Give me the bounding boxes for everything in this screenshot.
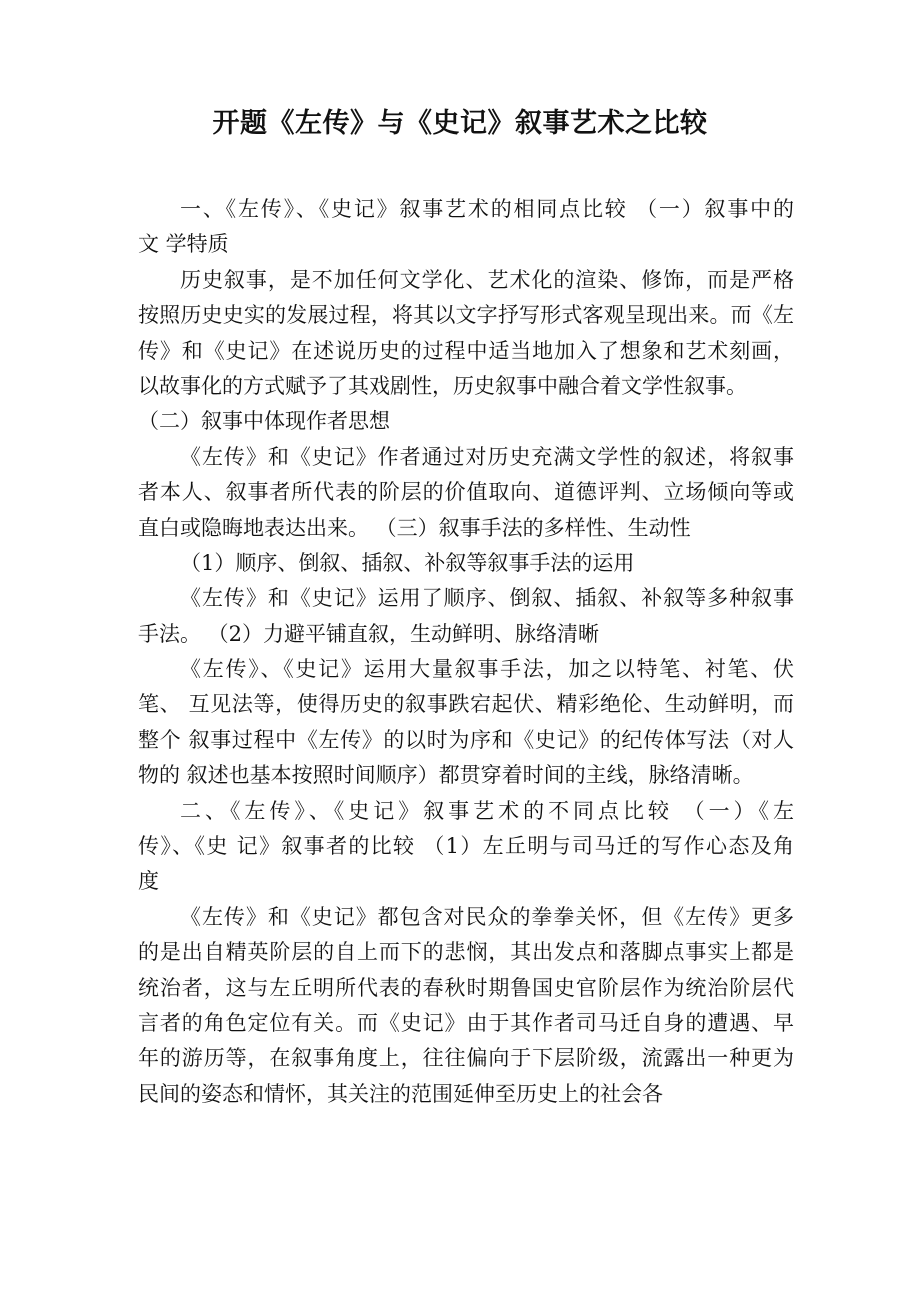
document-title: 开题《左传》与《史记》叙事艺术之比较 (212, 108, 708, 139)
text-line: 传》和《史记》在述说历史的过程中适当地加入了想象和艺术刻画， (138, 338, 794, 363)
text-line: 直白或隐晦地表达出来。 （三）叙事手法的多样性、生动性 (138, 515, 691, 540)
text-line: 《左传》和《史记》运用了顺序、倒叙、插叙、补叙等多种叙事 (180, 586, 794, 611)
document-body (138, 192, 794, 1112)
text-line: （二）叙事中体现作者思想 (138, 409, 390, 434)
text-line: 度 (138, 869, 159, 894)
text-line: 者本人、叙事者所代表的阶层的价值取向、道德评判、立场倾向等或 (138, 480, 794, 505)
text-line: 传》、《史 记》叙事者的比较 （1）左丘明与司马迁的写作心态及角 (138, 834, 794, 859)
text-line: 以故事化的方式赋予了其戏剧性，历史叙事中融合着文学性叙事。 (138, 373, 747, 398)
text-line: 按照历史史实的发展过程，将其以文字抒写形式客观呈现出来。而《左 (138, 303, 794, 328)
text-line: 历史叙事，是不加任何文学化、艺术化的渲染、修饰，而是严格 (180, 267, 794, 292)
text-line: 民间的姿态和情怀，其关注的范围延伸至历史上的社会各 (138, 1081, 663, 1106)
text-line: 言者的角色定位有关。而《史记》由于其作者司马迁自身的遭遇、早 (138, 1010, 794, 1035)
text-line: 整个 叙事过程中《左传》的以时为序和《史记》的纪传体写法（对人 (138, 727, 794, 752)
text-line: 的是出自精英阶层的自上而下的悲悯，其出发点和落脚点事实上都是 (138, 940, 794, 965)
text-line: 一、《左传》、《史记》叙事艺术的相同点比较 （一）叙事中的 (180, 197, 794, 221)
text-line: 二、《左传》、《史记》叙事艺术的不同点比较 （一）《左 (180, 798, 794, 823)
text-line: 统治者，这与左丘明所代表的春秋时期鲁国史官阶层作为统治阶层代 (138, 975, 794, 1000)
text-line: 《左传》、《史记》运用大量叙事手法，加之以特笔、衬笔、伏 (180, 657, 794, 682)
text-line: 笔、 互见法等，使得历史的叙事跌宕起伏、精彩绝伦、生动鲜明，而 (138, 692, 794, 717)
text-line: 《左传》和《史记》都包含对民众的拳拳关怀，但《左传》更多 (180, 904, 794, 929)
text-line: 年的游历等，在叙事角度上，往往偏向于下层阶级，流露出一种更为 (138, 1046, 794, 1071)
text-line: 文 学特质 (138, 232, 229, 257)
text-line: （1）顺序、倒叙、插叙、补叙等叙事手法的运用 (180, 550, 635, 575)
text-line: 《左传》和《史记》作者通过对历史充满文学性的叙述，将叙事 (180, 444, 794, 469)
text-line: 物的 叙述也基本按照时间顺序）都贯穿着时间的主线，脉络清晰。 (138, 763, 754, 788)
text-line: 手法。 （2）力避平铺直叙，生动鲜明、脉络清晰 (138, 621, 600, 646)
